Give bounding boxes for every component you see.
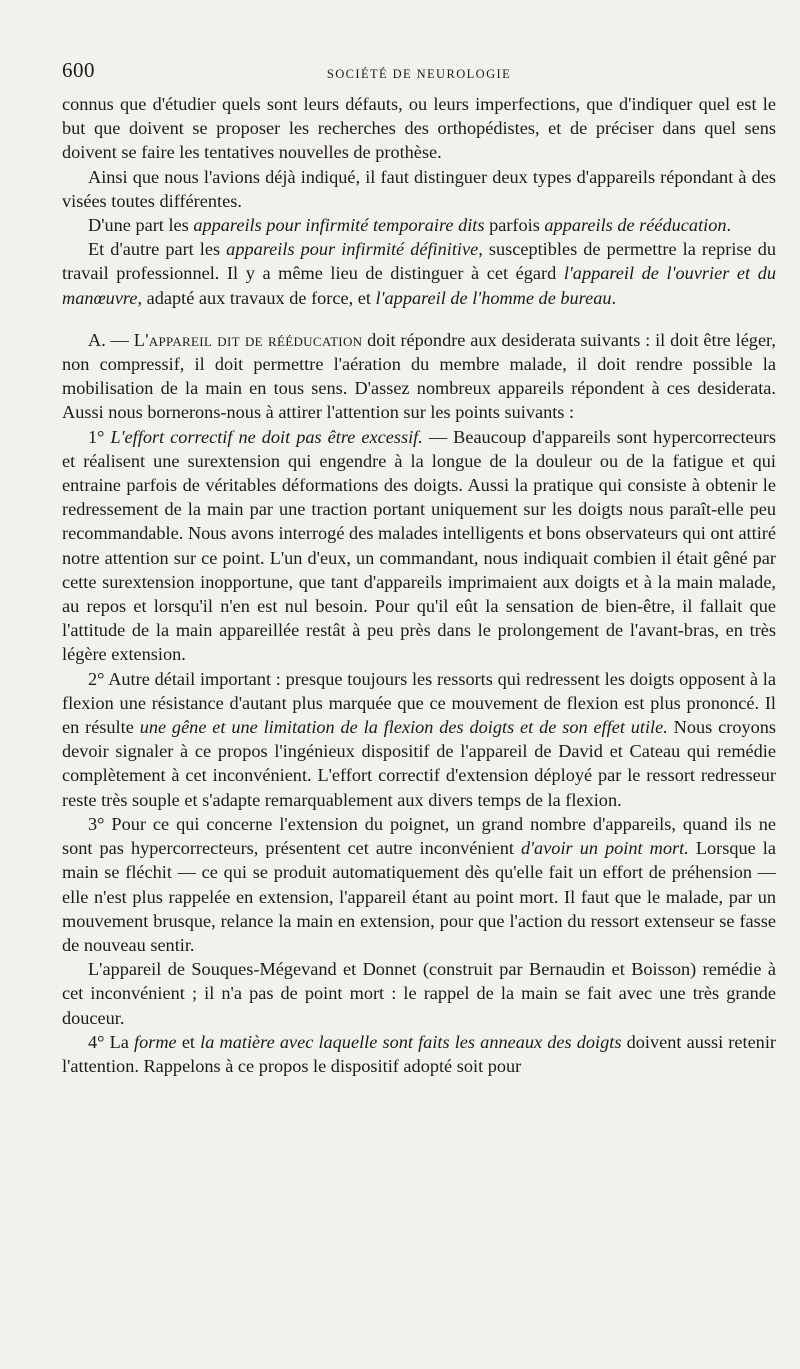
point-2-paragraph: [62, 667, 776, 812]
text-run: 4° La: [88, 1031, 135, 1052]
page-number: 600: [62, 58, 95, 82]
section-heading-smallcaps: L'appareil dit de rééducation: [133, 329, 363, 350]
italic-run: appareils de rééducation: [544, 215, 727, 236]
running-header: [62, 58, 776, 92]
text-run: doit répondre aux desiderata suivants : il doit être léger, non compressif, il doit permettre l'aération du membre malade, il doit rendre possible la mobilisation de la main en tous sens. D'assez nombreux appareils répondent à ces desiderata. Aussi nous bornerons-nous à attirer l'attention sur les points suivants :: [62, 329, 776, 423]
italic-run: L'effort correctif ne doit pas être excessif.: [110, 426, 423, 447]
point-number: 1°: [88, 426, 111, 447]
text-run: — Beaucoup d'appareils sont hypercorrecteurs et réalisent une surextension qui engendre à la longue de la douleur ou de la fatigue et qui entraine parfois de véritables déformations des doigts. Aussi la pratique qui consiste à obtenir le redressement de la main par une traction portant uniquement sur les doigts nous paraît-elle peu recommandable. Nous avons interrogé des malades intelligents et bons observateurs qui ont attiré notre attention sur ce point. L'un d'eux, un commandant, nous indiquait combien il était gêné par cette surextension inopportune, que tant d'appareils imprimaient aux doigts et à la main malade, au repos et lorsqu'il n'en est nul besoin. Pour qu'il eût la sensation de bien-être, il fallait que l'attitude de la main appareillée restât à peu près dans le prolongement de l'avant-bras, en très légère extension.: [62, 426, 777, 665]
book-page: [62, 58, 776, 1078]
italic-run: l'appareil de l'homme de bureau: [375, 287, 612, 308]
journal-title: SOCIÉTÉ DE NEUROLOGIE: [326, 67, 512, 81]
italic-run: une gêne et une limitation de la flexion des doigts et de son effet utile.: [139, 717, 668, 738]
text-run: Et d'autre part les: [88, 239, 227, 260]
section-a-paragraph: [62, 328, 776, 425]
text-run: Lorsque la main se fléchit — ce qui se produit automatiquement dès qu'elle fait un effort de préhension — elle n'est plus rappelée en extension, l'appareil étant au point mort. Il faut que le malade, par un mouvement brusque, relance la main en extension, pour que l'action du ressort extenseur se fasse de nouveau sentir.: [62, 838, 776, 955]
text-run: 2° Autre détail important : presque toujours les ressorts qui redressent les doigts opposent à la flexion une résistance d'autant plus marquée que ce mouvement de flexion est plus prononcé. Il en résulte: [62, 668, 776, 738]
section-label: A. —: [88, 329, 134, 350]
paragraph-souques-megevand: L'appareil de Souques-Mégevand et Donnet (construit par Bernaudin et Boisson) remédie à cet inconvénient ; il n'a pas de point mort : le rappel de la main se fait avec une très grande douceur.: [62, 959, 776, 1028]
point-4-paragraph: [62, 1030, 776, 1078]
text-run: Nous croyons devoir signaler à ce propos l'ingénieux dispositif de l'appareil de David et Cateau qui remédie complètement à cet inconvénient. L'effort correctif d'extension déployé par le ressort redresseur reste très souple et s'adapte remarquablement aux divers temps de la flexion.: [62, 717, 777, 810]
text-run: .: [726, 215, 732, 236]
text-run: parfois: [484, 215, 545, 236]
text-run: susceptibles de permettre la reprise du travail professionnel. Il y a même lieu de distinguer à cet égard: [62, 239, 776, 284]
italic-run: d'avoir un point mort.: [521, 838, 689, 859]
text-run: 3° Pour ce qui concerne l'extension du poignet, un grand nombre d'appareils, quand ils ne sont pas hypercorrecteurs, présentent cet autre inconvénient: [62, 813, 776, 859]
text-run: .: [611, 287, 617, 308]
point-1-paragraph: [62, 425, 776, 667]
text-run: doivent aussi retenir l'attention. Rappelons à ce propos le dispositif adopté soit pour: [62, 1031, 776, 1076]
text-run: adapté aux travaux de force, et: [142, 287, 376, 308]
italic-run: appareils pour infirmité définitive,: [226, 239, 483, 260]
italic-run: l'appareil de l'ouvrier et du manœuvre,: [62, 263, 776, 308]
text-run: D'une part les: [88, 215, 194, 236]
text-run: et: [176, 1031, 201, 1052]
paragraph-3: [62, 213, 776, 237]
italic-run: forme: [134, 1031, 177, 1052]
paragraph-2: Ainsi que nous l'avions déjà indiqué, il faut distinguer deux types d'appareils répondant à des visées toutes différentes.: [62, 166, 776, 211]
paragraph-4: [62, 237, 776, 310]
italic-run: appareils pour infirmité temporaire dits: [193, 215, 485, 236]
point-3-paragraph: [62, 812, 776, 957]
body-text: [62, 92, 776, 1078]
italic-run: la matière avec laquelle sont faits les anneaux des doigts: [200, 1031, 622, 1052]
paragraph-1: connus que d'étudier quels sont leurs défauts, ou leurs imperfections, que d'indiquer quel est le but que doivent se proposer les recherches des orthopédistes, et de préciser dans quel sens doivent se faire les tentatives nouvelles de prothèse.: [62, 94, 776, 163]
